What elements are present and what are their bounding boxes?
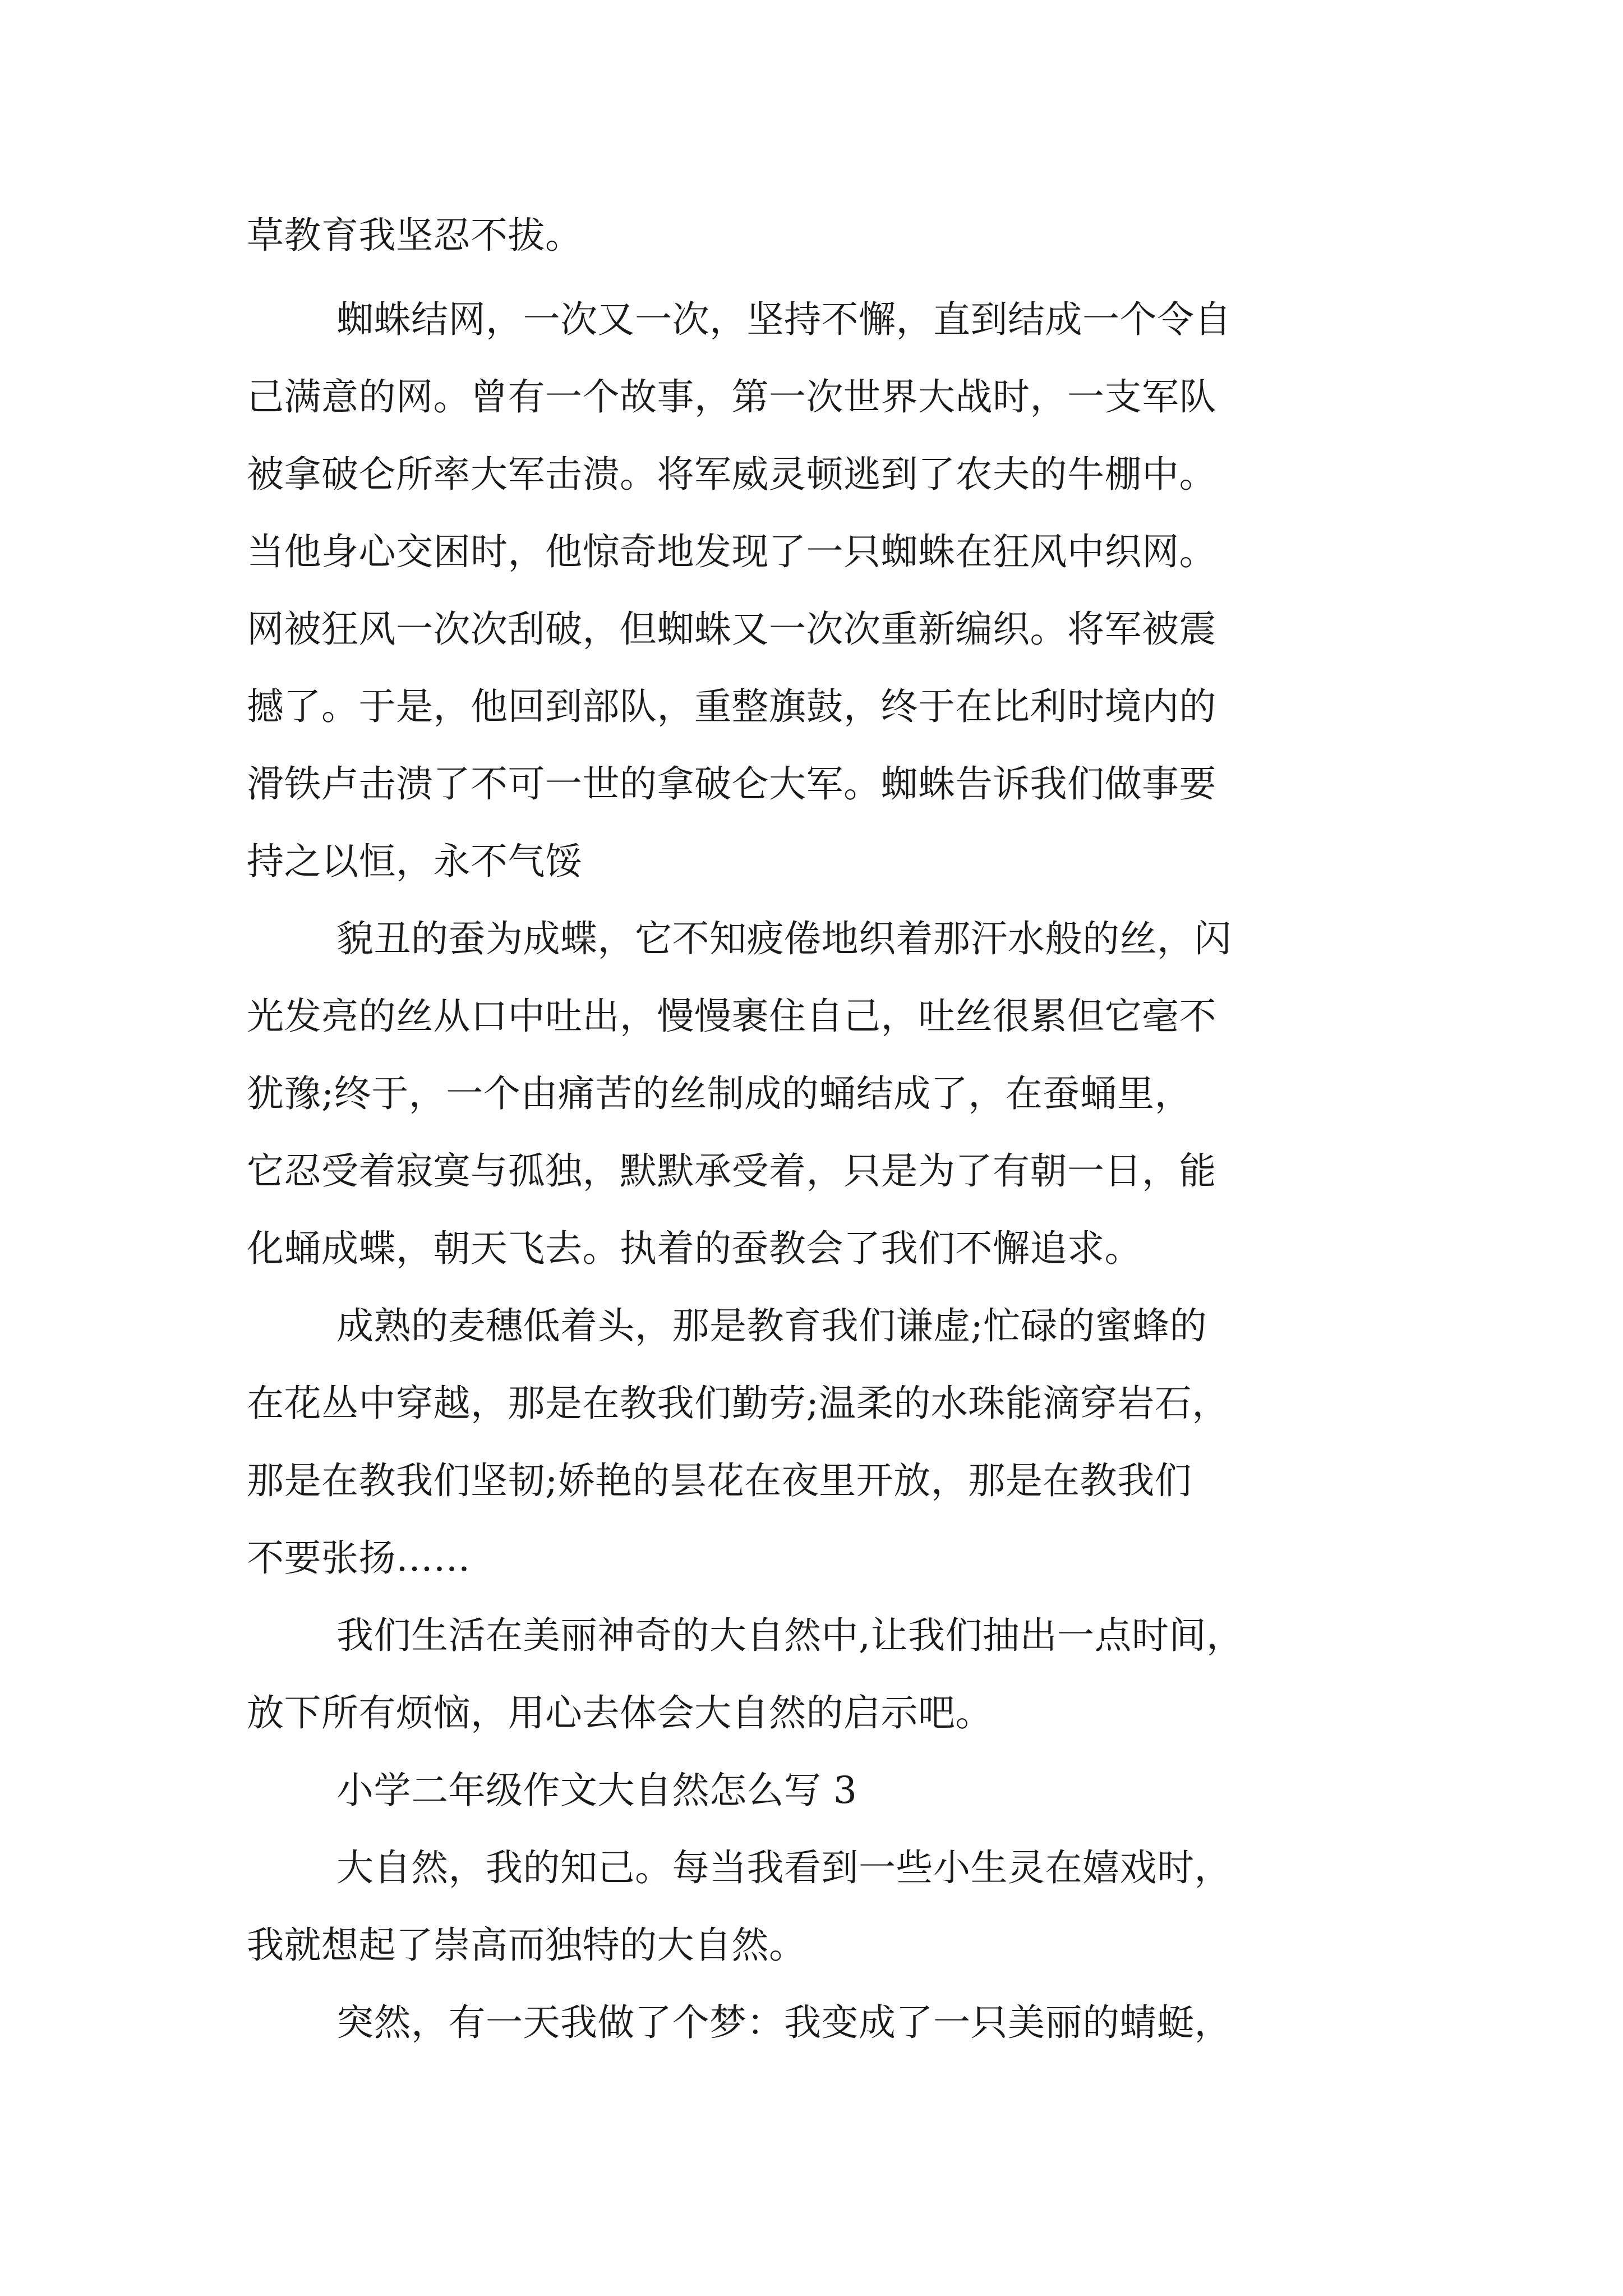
paragraph-start: 貌丑的蚕为成蝶，它不知疲倦地织着那汗水般的丝，闪 bbox=[336, 917, 1232, 960]
text-line: 撼了。于是，他回到部队，重整旗鼓，终于在比利时境内的 bbox=[247, 685, 1216, 728]
paragraph-start: 突然，有一天我做了个梦：我变成了一只美丽的蜻蜓， bbox=[336, 2001, 1232, 2044]
paragraph-start: 蜘蛛结网，一次又一次，坚持不懈，直到结成一个令自 bbox=[336, 298, 1232, 341]
text-line: 网被狂风一次次刮破，但蜘蛛又一次次重新编织。将军被震 bbox=[247, 608, 1216, 651]
text-line: 草教育我坚忍不拔。 bbox=[247, 214, 583, 257]
section-heading: 小学二年级作文大自然怎么写 3 bbox=[336, 1769, 857, 1812]
paragraph-start: 我们生活在美丽神奇的大自然中,让我们抽出一点时间， bbox=[336, 1614, 1244, 1657]
paragraph-start: 成熟的麦穗低着头，那是教育我们谦虚;忙碌的蜜蜂的 bbox=[336, 1304, 1207, 1347]
text-line: 那是在教我们坚韧;娇艳的昙花在夜里开放，那是在教我们 bbox=[247, 1459, 1192, 1502]
text-line: 放下所有烦恼，用心去体会大自然的启示吧。 bbox=[247, 1691, 993, 1734]
text-line: 持之以恒，永不气馁 bbox=[247, 840, 583, 883]
text-line: 滑铁卢击溃了不可一世的拿破仑大军。蜘蛛告诉我们做事要 bbox=[247, 762, 1216, 806]
text-line: 当他身心交困时，他惊奇地发现了一只蜘蛛在狂风中织网。 bbox=[247, 530, 1216, 573]
text-line: 己满意的网。曾有一个故事，第一次世界大战时，一支军队 bbox=[247, 375, 1216, 418]
text-line: 它忍受着寂寞与孤独，默默承受着，只是为了有朝一日，能 bbox=[247, 1149, 1216, 1193]
text-line: 犹豫;终于，一个由痛苦的丝制成的蛹结成了，在蚕蛹里， bbox=[247, 1072, 1192, 1115]
text-line: 在花丛中穿越，那是在教我们勤劳;温柔的水珠能滴穿岩石， bbox=[247, 1382, 1229, 1425]
text-line: 我就想起了崇高而独特的大自然。 bbox=[247, 1924, 806, 1967]
text-line: 被拿破仑所率大军击溃。将军威灵顿逃到了农夫的牛棚中。 bbox=[247, 453, 1216, 496]
text-line: 不要张扬…… bbox=[247, 1536, 471, 1580]
text-line: 化蛹成蝶，朝天飞去。执着的蚕教会了我们不懈追求。 bbox=[247, 1227, 1142, 1270]
text-line: 光发亮的丝从口中吐出，慢慢裹住自己，吐丝很累但它毫不 bbox=[247, 995, 1216, 1038]
paragraph-start: 大自然，我的知己。每当我看到一些小生灵在嬉戏时， bbox=[336, 1846, 1232, 1889]
